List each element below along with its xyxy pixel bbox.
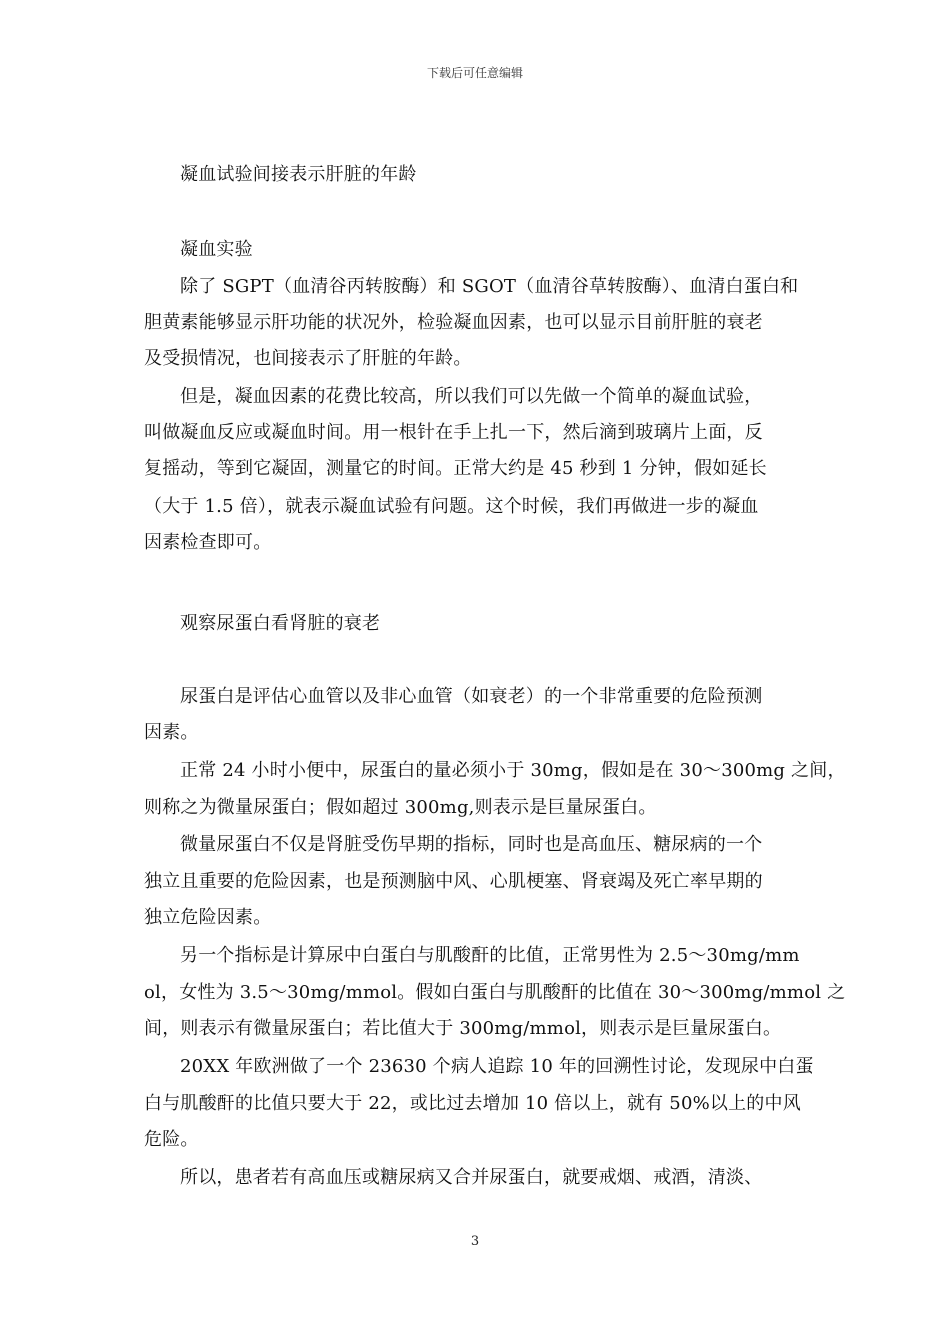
paragraph-line: 复摇动，等到它凝固，测量它的时间。正常大约是 45 秒到 1 分钟，假如延长 bbox=[144, 458, 767, 479]
paragraph-line: 间，则表示有微量尿蛋白；若比值大于 300mg/mmol，则表示是巨量尿蛋白。 bbox=[144, 1018, 782, 1039]
paragraph-line: 胆黄素能够显示肝功能的状况外，检验凝血因素，也可以显示目前肝脏的衰老 bbox=[144, 312, 763, 333]
paragraph-line: （大于 1.5 倍），就表示凝血试验有问题。这个时候，我们再做进一步的凝血 bbox=[144, 496, 759, 517]
paragraph-line: 除了 SGPT（血清谷丙转胺酶）和 SGOT（血清谷草转胺酶）、血清白蛋白和 bbox=[180, 276, 799, 297]
section-subtitle-coagulation-test: 凝血实验 bbox=[180, 239, 253, 260]
paragraph-line: 所以，患者若有高血压或糖尿病又合并尿蛋白，就要戒烟、戒酒，清淡、 bbox=[180, 1167, 763, 1188]
section-title-urine-protein-kidney: 观察尿蛋白看肾脏的衰老 bbox=[180, 613, 381, 634]
paragraph-line: 但是，凝血因素的花费比较高，所以我们可以先做一个简单的凝血试验， bbox=[180, 386, 763, 407]
paragraph-line: 尿蛋白是评估心血管以及非心血管（如衰老）的一个非常重要的危险预测 bbox=[180, 686, 763, 707]
paragraph-line: 及受损情况，也间接表示了肝脏的年龄。 bbox=[144, 348, 472, 369]
page-header: 下载后可任意编辑 bbox=[426, 66, 523, 80]
paragraph-line: 20XX 年欧洲做了一个 23630 个病人追踪 10 年的回溯性讨论，发现尿中白蛋 bbox=[180, 1056, 814, 1077]
paragraph-line: 白与肌酸酐的比值只要大于 22，或比过去增加 10 倍以上，就有 50%以上的中风 bbox=[144, 1093, 801, 1114]
page-number: 3 bbox=[470, 1234, 480, 1249]
paragraph-line: 则称之为微量尿蛋白；假如超过 300mg,则表示是巨量尿蛋白。 bbox=[144, 797, 657, 818]
paragraph-line: 正常 24 小时小便中，尿蛋白的量必须小于 30mg，假如是在 30～300mg 之间， bbox=[180, 760, 846, 781]
paragraph-line: 危险。 bbox=[144, 1129, 199, 1150]
paragraph-line: 叫做凝血反应或凝血时间。用一根针在手上扎一下，然后滴到玻璃片上面，反 bbox=[144, 422, 763, 443]
paragraph-line: 另一个指标是计算尿中白蛋白与肌酸酐的比值，正常男性为 2.5～30mg/mm bbox=[180, 945, 800, 966]
paragraph-line: 独立危险因素。 bbox=[144, 907, 272, 928]
paragraph-line: 因素检查即可。 bbox=[144, 532, 272, 553]
paragraph-line: 微量尿蛋白不仅是肾脏受伤早期的指标，同时也是高血压、糖尿病的一个 bbox=[180, 834, 763, 855]
paragraph-line: 因素。 bbox=[144, 722, 199, 743]
section-title-coagulation-liver-age: 凝血试验间接表示肝脏的年龄 bbox=[180, 164, 417, 185]
paragraph-line: ol，女性为 3.5～30mg/mmol。假如白蛋白与肌酸酐的比值在 30～300mg/mmol 之 bbox=[144, 982, 846, 1003]
paragraph-line: 独立且重要的危险因素，也是预测脑中风、心肌梗塞、肾衰竭及死亡率早期的 bbox=[144, 871, 763, 892]
